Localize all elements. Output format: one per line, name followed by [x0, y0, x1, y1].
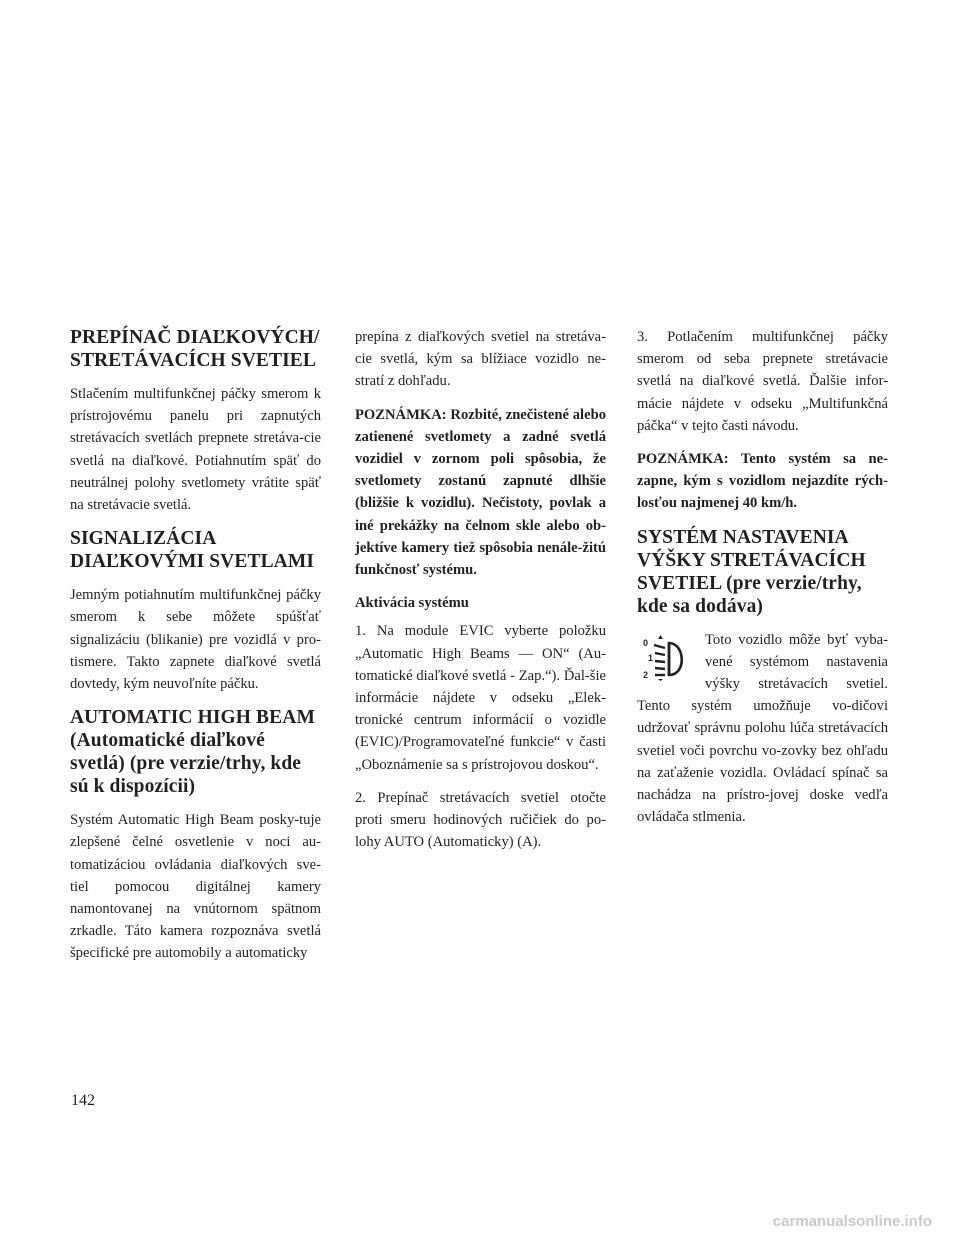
paragraph-continued: prepína z diaľkových svetiel na stretáva-cie svetlá, kým sa blížiace vozidlo ne-stratí z dohľadu.	[355, 329, 606, 390]
icon-label-0: 0	[643, 637, 649, 648]
paragraph-high-low-beam: Stlačením multifunkčnej páčky smerom k prístrojovému panelu pri zapnutých stretávacích svetlách prepnete stretáva-cie svetlá na diaľkové. Potiahnutím späť do neutrálnej polohy svetlomety vrátite späť na stretávacie svetlá.	[70, 386, 321, 514]
headlamp-leveling-icon	[639, 635, 691, 681]
icon-label-2: 2	[643, 669, 649, 680]
step-1-evic: 1. Na module EVIC vyberte položku „Automatic High Beams — ON“ (Au-tomatické diaľkové svetlá - Zap.“). Ďal-šie informácie nájdete v odseku „Elek-tronické centrum informácií o vozidle (EVIC)/Programovateľné funkcie“ v časti „Oboznámenie sa s prístrojovou doskou“.	[355, 623, 606, 773]
icon-label-1: 1	[648, 652, 654, 663]
heading-high-low-beam-switch: PREPÍNAČ DIAĽKOVÝCH/ STRETÁVACÍCH SVETIEL	[70, 327, 320, 371]
column-left	[70, 326, 321, 976]
paragraph-flash-to-pass: Jemným potiahnutím multifunkčnej páčky smerom k sebe môžete spúšťať signalizáciu (blikanie) pre vozidlá v pro-tismere. Takto zapnete diaľkové svetlá dovtedy, kým neuvoľníte páčku.	[70, 587, 321, 693]
step-3-multifunction-lever: 3. Potlačením multifunkčnej páčky smerom od seba prepnete stretávacie svetlá na diaľkové svetlá. Ďalšie infor-mácie nájdete v odseku „Multifunkčná páčka“ v tejto časti návodu.	[637, 329, 888, 434]
paragraph-automatic-high-beam: Systém Automatic High Beam posky-tuje zlepšené čelné osvetlenie v noci au-tomatizáciou ovládania diaľkových sve-tiel pomocou digitálnej kamery namontovanej na vnútornom spätnom zrkadle. Táto kamera rozpoznáva svetlá špecifické pre automobily a automaticky	[70, 812, 321, 962]
note-camera-obstruction: POZNÁMKA: Rozbité, znečistené alebo zatienené svetlomety a zadné svetlá vozidiel v zornom poli spôsobia, že svetlomety zostanú zapnuté dlhšie (bližšie k vozidlu). Nečistoty, povlak a iné prekážky na čelnom skle alebo ob-jektíve kamery tiež spôsobia nenále-žitú funkčnosť systému.	[355, 406, 606, 579]
subheading-system-activation: Aktivácia systému	[355, 595, 469, 612]
heading-headlight-leveling: SYSTÉM NASTAVENIA VÝŠKY STRETÁVACÍCH SVETIEL (pre verzie/trhy, kde sa dodáva)	[637, 526, 866, 617]
heading-automatic-high-beam: AUTOMATIC HIGH BEAM (Automatické diaľkové svetlá) (pre verzie/trhy, kde sú k dispozícii)	[70, 707, 315, 798]
watermark: carmanualsonline.info	[772, 1213, 932, 1230]
note-speed-threshold: POZNÁMKA: Tento systém sa ne-zapne, kým s vozidlom nejazdíte rých-losťou najmenej 40 km/h.	[637, 451, 888, 512]
heading-flash-to-pass: SIGNALIZÁCIA DIAĽKOVÝMI SVETLAMI	[70, 528, 315, 573]
step-2-auto-switch: 2. Prepínač stretávacích svetiel otočte proti smeru hodinových ručičiek do po-lohy AUTO (Automaticky) (A).	[355, 789, 606, 851]
page-number: 142	[71, 1092, 95, 1109]
headlight-leveling-section	[637, 629, 888, 829]
column-middle	[355, 326, 606, 864]
paragraph-headlight-leveling: Toto vozidlo môže byť vyba-vené systémom nastavenia výšky stretávacích svetiel. Tento systém umožňuje vo-dičovi udržovať správnu polohu lúča stretávacích svetiel voči povrchu vo-zovky bez ohľadu na zaťaženie vozidla. Ovládací spínač sa nachádza na prístro-jovej doske vedľa ovládača stlmenia.	[637, 631, 888, 826]
column-right	[637, 326, 888, 839]
